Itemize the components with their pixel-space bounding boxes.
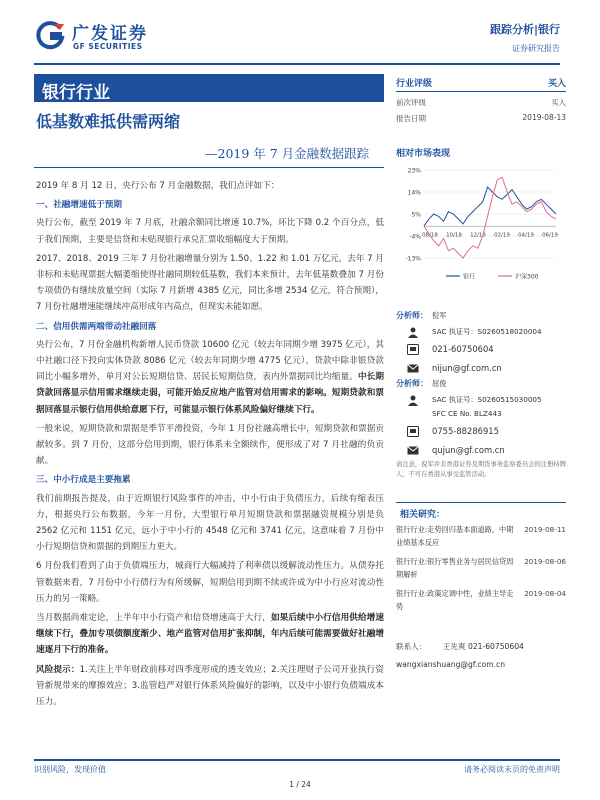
analyst-1-row (396, 310, 566, 321)
chart-y-tick-label: 23% (407, 167, 421, 175)
section-3-paragraph-2: 6 月份我们看到了由于负债端压力，城商行大幅减持了利率债以缓解流动性压力。从债券托管数据来看，7 月份中小行债行为有所缓解，短期信用到期不续或许成为中小行应对流动性压力的另一策略。 (36, 561, 384, 604)
analyst-2-email-row (396, 444, 566, 456)
chart-y-tick-label: 5% (411, 211, 421, 219)
section-3-heading: 三、中小行成是主要拖累 (36, 475, 131, 486)
related-item-date: 2019-08-04 (524, 589, 566, 598)
footer-divider (34, 759, 560, 761)
section-1-heading: 一、社融增速低于预期 (36, 200, 122, 211)
logo-english-name: GF SECURITIES (73, 42, 143, 51)
analyst-1-phone-row (396, 343, 566, 355)
related-item-title: 银行行业:政策定调中性，业绩主导走势 (396, 589, 514, 611)
related-research-list (396, 523, 566, 613)
report-body (36, 178, 384, 713)
analyst-2-sfc: SFC CE No. BLZ443 (432, 409, 502, 418)
risk-text: 1.关注上半年财政前移对四季度形成的透支效应；2.关注理财子公司开业执行资管新规带来的摩擦效应；3.监管趋严对银行体系风险偏好的影响，以及中小银行负债端成本压力。 (36, 664, 384, 708)
chart-x-tick-label: 04/19 (518, 232, 534, 239)
header-divider (34, 63, 560, 65)
gf-securities-logo (34, 18, 164, 54)
rating-label: 行业评级 (396, 79, 433, 89)
section-2-text: 央行公布，7 月份金融机构新增人民币贷款 10600 亿元（较去年同期少增 3975 亿元），其中社融口径下投向实体贷款 8086 亿元（较去年同期少增 4775 亿元），贷款中除非银贷款同比小幅多增外，单月对公长短期信贷、居民长短期信贷，表内外票据同比均缩量。 (36, 339, 384, 383)
report-subtitle: —2019 年 7 月金融数据跟踪 (205, 146, 370, 161)
contact-name-phone: 王先爽 021-60750604 (442, 642, 524, 651)
analyst-1-phone: 021-60750604 (432, 344, 494, 354)
section-2-paragraph-1 (36, 337, 384, 418)
previous-rating-label: 前次评级 (396, 98, 426, 107)
related-item[interactable] (396, 587, 566, 613)
phone-icon (404, 425, 422, 437)
analyst-2-sac: SAC 执证号：S0260515030005 (432, 395, 542, 404)
title-divider (34, 167, 384, 168)
chart-x-tick-label: 08/18 (422, 232, 438, 239)
analyst-2-row (396, 378, 566, 389)
phone-icon (404, 343, 422, 355)
section-1-paragraph-2: 2017、2018、2019 三年 7 月份社融增量分别为 1.50、1.22 和 1.01 万亿元，去年 7 月非标和未贴现票据大幅萎缩使得社融同期较低基数，我们本来预计，去年低基数叠加 7 月份专项债仍有继续放量空间（实际 7 月新增 4385 亿元，同比多增 2534 亿元，符合预期），7 月份社融增速能继续冲高形成年内高点，但现实未能如愿。 (36, 253, 384, 313)
analyst-label-2: 分析师： (396, 379, 428, 388)
relative-performance-chart (396, 162, 566, 287)
analyst-label: 分析师： (396, 311, 428, 320)
analyst-1-email-row (396, 362, 566, 374)
analyst-2-email: qujun@gf.com.cn (432, 445, 505, 455)
email-icon (404, 362, 422, 374)
chart-y-tick-label: -4% (409, 233, 421, 241)
related-item-date: 2019-08-06 (524, 557, 566, 566)
analyst-2-sfc-row (396, 409, 566, 418)
rating-value: 买入 (547, 79, 566, 89)
section-3-highlight: 如果后续中小行信用供给增速继续下行，叠加专项债额度渐少、地产监管对信用扩张抑制，年内后续可能需要做好社融增速逐月下行的准备。 (36, 613, 384, 656)
analyst-2-phone-row (396, 425, 566, 437)
related-item[interactable] (396, 555, 566, 581)
performance-chart-svg (396, 162, 566, 287)
intro-paragraph: 2019 年 8 月 12 日，央行公布 7 月金融数据，我们点评如下： (36, 181, 280, 191)
section-3-paragraph-3 (36, 610, 384, 659)
contact-block (396, 638, 566, 674)
analyst-2-name: 屈俊 (432, 378, 447, 388)
footer-disclaimer-note: 请务必阅读末页的免责声明 (464, 765, 560, 774)
analyst-2-phone: 0755-88286915 (432, 426, 499, 436)
report-date-value: 2019-08-13 (522, 113, 566, 122)
section-2-heading: 二、信用供需两端带动社融回落 (36, 321, 157, 332)
analyst-1-name: 倪军 (432, 310, 447, 320)
contact-email: wangxianshuang@gf.com.cn (396, 660, 506, 669)
report-type-block (490, 21, 560, 54)
rating-header (396, 74, 566, 92)
section-1-paragraph-1: 央行公布，截至 2019 年 7 月底，社融余额同比增速 10.7%，环比下降 0.2 个百分点，低于我们预期，主要是信贷和未贴现银行承兑汇票收缩幅度大于预期。 (36, 218, 384, 245)
chart-title: 相对市场表现 (396, 149, 451, 159)
related-item-title: 银行行业:走势回归基本面道路，中期业绩基本反应 (396, 525, 514, 547)
gf-logo-icon (34, 20, 66, 52)
related-item[interactable] (396, 523, 566, 549)
report-date-row (396, 113, 566, 124)
chart-x-tick-label: 10/18 (446, 232, 462, 239)
related-item-date: 2019-08-11 (524, 525, 566, 534)
report-title: 低基数难抵供需两缩 (36, 112, 181, 131)
person-icon (404, 394, 422, 406)
risk-paragraph (36, 662, 384, 711)
chart-y-tick-label: 14% (407, 189, 421, 197)
related-item-title: 银行行业:银行零售业务与居民信贷周期解析 (396, 557, 514, 579)
logo-chinese-name: 广发证券 (72, 24, 148, 44)
industry-banner: 银行行业 (34, 74, 384, 102)
analyst-disclaimer: 请注意，倪军并非香港证券及期货事务监察委员会的注册持牌人，不可在香港从事受监管活动。 (396, 461, 567, 478)
chart-legend-label: 银行 (463, 273, 476, 281)
analyst-1-sac-row (396, 326, 566, 338)
section-3-text: 当月数据尚难定论，上半年中小行资产和信贷增速高于大行， (36, 613, 271, 624)
chart-legend-label: 沪深300 (515, 273, 539, 281)
section-2-paragraph-2: 一般来说，短期贷款和票据是季节平滑投资，今年 1 月份社融高增长中，短期贷款和票据贡献较多。到 7 月份，这部分信用到期，银行体系未全额续作，便形成了对 7 月社融的负贡献。 (36, 423, 384, 467)
related-research (396, 502, 566, 619)
contact-label: 联系人： (396, 642, 427, 651)
report-type: 跟踪分析|银行 (489, 23, 560, 36)
analyst-1-sac: SAC 执证号：S0260518020004 (432, 327, 542, 336)
chart-x-tick-label: 06/19 (542, 232, 558, 239)
risk-label: 风险提示： (36, 664, 80, 675)
person-icon (404, 326, 422, 338)
analyst-1-email: nijun@gf.com.cn (432, 363, 502, 373)
report-subtype: 证券研究报告 (512, 44, 560, 53)
previous-rating-value: 买入 (551, 98, 566, 107)
report-date-label: 报告日期 (396, 114, 426, 123)
section-3-paragraph-1: 我们前期报告提及，由于近期银行风险事件的冲击，中小行由于负债压力，后续有缩表压力，根据央行公布数据，今年一月份，大型银行单月短期贷款和票据融资规模分别是负 2562 亿元和 1151 亿元，远小于中小行的 4548 亿元和 3741 亿元，这意味着 7 月份中小行短期信贷和票据的到期压力更大。 (36, 493, 384, 553)
analyst-2-sac-row (396, 394, 566, 406)
contact-line (396, 638, 566, 656)
previous-rating-row (396, 97, 566, 108)
email-icon (404, 444, 422, 456)
chart-x-tick-label: 02/19 (494, 232, 510, 239)
section-2-highlight: 中长期贷款回落显示信用需求继续走弱，可能开始反应地产监管对信用需求的影响。短期贷款和票据回落显示银行信用供给意愿下行，可能显示银行体系风险偏好继续下行。 (36, 372, 384, 415)
page-number: 1 / 24 (289, 780, 311, 789)
footer-slogan: 识别风险，发现价值 (34, 765, 106, 774)
chart-y-tick-label: -13% (405, 255, 421, 263)
chart-x-tick-label: 12/18 (470, 232, 486, 239)
related-research-heading: 相关研究： (396, 502, 566, 523)
